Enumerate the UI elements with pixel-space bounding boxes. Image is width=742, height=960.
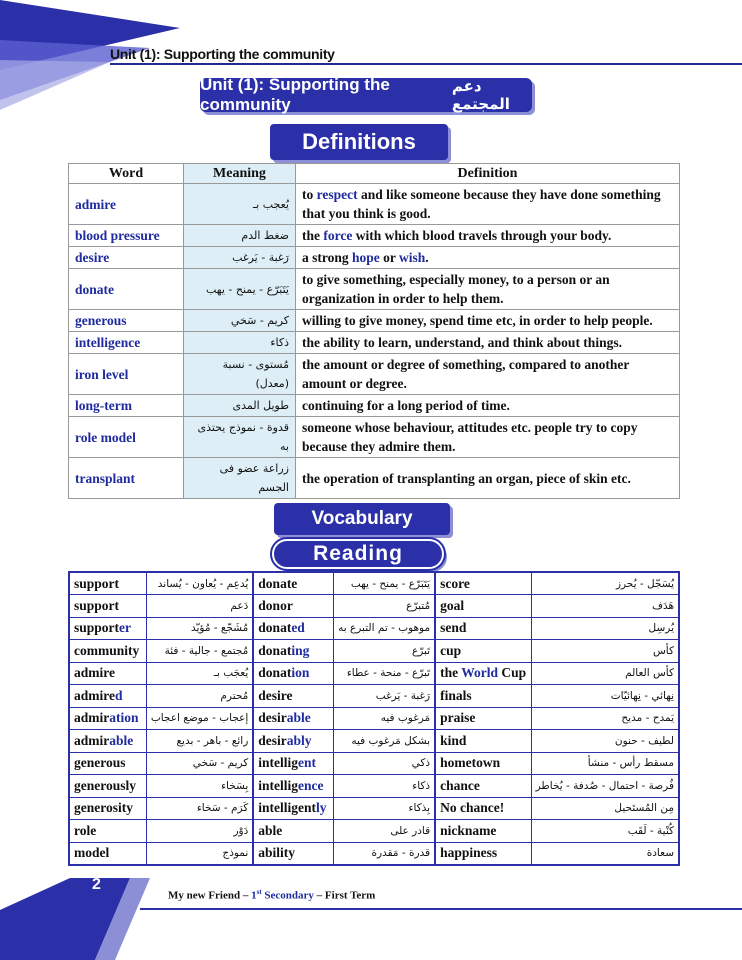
vocab-word	[253, 595, 333, 618]
footer-term: – First Term	[313, 889, 376, 902]
vocab-word	[69, 640, 146, 663]
vocab-word	[69, 572, 146, 595]
running-title: Unit (1): Supporting the community	[110, 46, 335, 62]
vocab-word	[253, 707, 333, 730]
vocab-word-suffix: able	[109, 732, 134, 748]
vocab-word	[69, 730, 146, 753]
vocab-word	[435, 752, 531, 775]
vocab-word	[253, 775, 333, 798]
vocab-word-base: donat	[258, 665, 292, 681]
footer-text	[168, 888, 375, 902]
definition-keyword: respect	[316, 187, 358, 202]
vocab-meaning: كُنْية - لَقَب	[531, 820, 679, 843]
vocab-word-base: goal	[440, 597, 465, 613]
footer-grade: Secondary	[261, 889, 314, 902]
definition-text	[296, 225, 680, 247]
vocab-word-suffix: ent	[298, 755, 317, 771]
vocab-word-base: the	[440, 665, 462, 681]
vocab-meaning: دَوْر	[146, 820, 253, 843]
vocab-meaning: يَتَبَرّع - يمنح - يهب	[333, 572, 435, 595]
vocab-meaning: رَغبة - يَرغب	[333, 685, 435, 708]
vocab-word-base: desir	[258, 710, 287, 726]
definition-row	[69, 184, 680, 225]
definition-row	[69, 458, 680, 499]
vocab-word	[435, 842, 531, 865]
vocab-word	[253, 752, 333, 775]
vocab-word-base: admire	[74, 665, 115, 681]
definition-fragment: the	[302, 228, 324, 243]
vocab-meaning: مَرغوب فيه	[333, 707, 435, 730]
definition-text	[296, 310, 680, 332]
footer-book: My new Friend –	[168, 889, 252, 902]
header-definition: Definition	[296, 164, 680, 184]
vocab-word	[435, 662, 531, 685]
definition-meaning: مُستوى - نسبة (معدل)	[184, 354, 296, 395]
vocab-meaning: مُشَجّع - مُؤيّد	[146, 617, 253, 640]
vocab-row	[69, 752, 679, 775]
definition-row	[69, 247, 680, 269]
vocab-word	[69, 752, 146, 775]
definition-meaning: زراعة عضو فى الجسم	[184, 458, 296, 499]
vocab-meaning: فُرصة - احتمال - صُدفة - يُخاطر	[531, 775, 679, 798]
vocab-meaning: قدرة - مَقدرة	[333, 842, 435, 865]
vocab-word	[69, 595, 146, 618]
vocab-meaning: ذكي	[333, 752, 435, 775]
definition-text	[296, 184, 680, 225]
vocab-meaning: مُجتمع - جالية - فئة	[146, 640, 253, 663]
definition-text	[296, 395, 680, 417]
vocab-word-base: finals	[440, 687, 472, 703]
vocab-meaning: دَعم	[146, 595, 253, 618]
vocabulary-heading: Vocabulary	[274, 503, 450, 535]
definition-meaning: طويل المدى	[184, 395, 296, 417]
vocab-word-suffix: er	[119, 620, 131, 636]
vocab-meaning: يَمدح - مديح	[531, 707, 679, 730]
definition-text	[296, 417, 680, 458]
unit-banner-english: Unit (1): Supporting the community	[200, 75, 390, 114]
vocab-word	[69, 775, 146, 798]
vocab-word	[435, 595, 531, 618]
vocab-meaning: موهوب - تم التبرع به	[333, 617, 435, 640]
definition-text	[296, 269, 680, 310]
reading-heading: Reading	[272, 539, 444, 569]
definition-meaning: ضغط الدم	[184, 225, 296, 247]
definition-text	[296, 354, 680, 395]
vocab-word-suffix: ably	[286, 732, 312, 748]
definition-text	[296, 247, 680, 269]
vocab-word-base: chance	[440, 777, 480, 793]
footer-decoration	[0, 870, 742, 960]
vocab-word	[69, 617, 146, 640]
vocab-meaning: لطيف - حنون	[531, 730, 679, 753]
definition-row	[69, 225, 680, 247]
vocab-row	[69, 572, 679, 595]
vocab-word	[435, 775, 531, 798]
vocab-word-base: donat	[258, 620, 292, 636]
vocab-word	[435, 730, 531, 753]
vocab-word-suffix: World	[461, 665, 499, 681]
vocab-word-base: donat	[258, 642, 292, 658]
vocab-meaning: قادر على	[333, 820, 435, 843]
vocab-word	[253, 640, 333, 663]
definition-word: intelligence	[69, 332, 184, 354]
vocab-word-suffix: ly	[316, 800, 327, 816]
definition-fragment: or	[379, 250, 400, 265]
vocab-word-suffix: ing	[291, 642, 310, 658]
vocab-word	[253, 662, 333, 685]
vocab-word-suffix: ion	[291, 665, 310, 681]
definition-row	[69, 395, 680, 417]
vocab-word	[253, 797, 333, 820]
vocab-word-base: admire	[74, 687, 115, 703]
vocab-word-suffix: able	[286, 710, 311, 726]
vocab-meaning: مسقط رأس - منشأ	[531, 752, 679, 775]
definitions-heading: Definitions	[270, 124, 448, 160]
vocab-word	[435, 685, 531, 708]
definition-row	[69, 332, 680, 354]
vocab-word-base: support	[74, 620, 120, 636]
vocab-word	[69, 685, 146, 708]
vocab-word-base: donor	[258, 597, 293, 613]
vocab-meaning: يُسَجّل - يُحرز	[531, 572, 679, 595]
vocab-word	[69, 842, 146, 865]
vocab-row	[69, 797, 679, 820]
vocab-word-base: kind	[440, 732, 467, 748]
vocab-word-base: support	[74, 575, 120, 591]
unit-banner-arabic: دعم المجتمع	[451, 77, 510, 113]
vocab-meaning: يُرسِل	[531, 617, 679, 640]
vocab-row	[69, 820, 679, 843]
vocab-word-base: generously	[74, 777, 137, 793]
vocab-word	[435, 640, 531, 663]
definitions-header-row	[69, 164, 680, 184]
definition-fragment: the ability to learn, understand, and think about things.	[302, 335, 622, 350]
vocab-word-base: intelligent	[258, 800, 317, 816]
definition-row	[69, 269, 680, 310]
definition-fragment: someone whose behaviour, attitudes etc. people try to copy because they admire them.	[302, 420, 638, 454]
vocab-word	[69, 820, 146, 843]
footer-grade-number: 1	[251, 889, 257, 902]
vocab-word	[435, 797, 531, 820]
vocab-meaning: بِسَخاء	[146, 775, 253, 798]
definition-meaning: ذكاء	[184, 332, 296, 354]
vocab-word-base: desir	[258, 732, 287, 748]
vocab-word-suffix: ence	[298, 777, 324, 793]
vocab-word-base: donate	[258, 575, 298, 591]
vocab-word-base: hometown	[440, 755, 501, 771]
definition-fragment: and like someone because they have done something that you think is good.	[302, 187, 661, 221]
vocab-word-tail: Cup	[498, 665, 527, 681]
unit-banner	[200, 75, 532, 114]
definition-word: desire	[69, 247, 184, 269]
vocab-word-base: community	[74, 642, 140, 658]
vocab-meaning: بشكل مَرغوب فيه	[333, 730, 435, 753]
vocabulary-table	[68, 571, 680, 866]
vocab-meaning: ذكاء	[333, 775, 435, 798]
vocab-word	[253, 820, 333, 843]
vocab-row	[69, 662, 679, 685]
vocab-word-base: generosity	[74, 800, 133, 816]
definition-word: iron level	[69, 354, 184, 395]
definition-word: generous	[69, 310, 184, 332]
definition-fragment: .	[425, 250, 429, 265]
vocab-row	[69, 730, 679, 753]
vocab-meaning: يُعجَب بـ	[146, 662, 253, 685]
vocab-row	[69, 595, 679, 618]
definition-row	[69, 354, 680, 395]
definition-row	[69, 417, 680, 458]
vocab-row	[69, 707, 679, 730]
definition-text	[296, 332, 680, 354]
definition-keyword: hope	[352, 250, 380, 265]
header-rule	[110, 63, 742, 65]
vocab-meaning: مُتبرّع	[333, 595, 435, 618]
footer-grade-suffix: st	[256, 888, 262, 896]
vocab-meaning: بِذكاء	[333, 797, 435, 820]
vocab-word	[253, 572, 333, 595]
vocab-row	[69, 640, 679, 663]
vocab-meaning: كريم - سَخي	[146, 752, 253, 775]
vocab-word-suffix: d	[115, 687, 123, 703]
definition-fragment: with which blood travels through your body.	[352, 228, 612, 243]
vocab-word	[253, 730, 333, 753]
header-meaning: Meaning	[184, 164, 296, 184]
vocab-word-base: generous	[74, 755, 126, 771]
vocab-word-base: intellig	[258, 755, 299, 771]
vocab-word-base: happiness	[440, 845, 498, 860]
vocab-meaning: كَرَم - سَخاء	[146, 797, 253, 820]
vocab-meaning: يُدعِم - يُعاون - يُساند	[146, 572, 253, 595]
vocab-word	[253, 617, 333, 640]
definition-word: donate	[69, 269, 184, 310]
definition-meaning: رَغبة - يَرغب	[184, 247, 296, 269]
definition-meaning: يُعجب بـ	[184, 184, 296, 225]
vocab-row	[69, 685, 679, 708]
vocab-word	[253, 842, 333, 865]
definition-row	[69, 310, 680, 332]
vocab-meaning: نِهائي - نِهائيّات	[531, 685, 679, 708]
vocab-meaning: سعادة	[531, 842, 679, 865]
vocab-word-base: No chance!	[440, 800, 505, 816]
vocab-word-base: able	[258, 822, 283, 838]
definition-word: blood pressure	[69, 225, 184, 247]
vocab-word-base: role	[74, 822, 97, 838]
definition-word: transplant	[69, 458, 184, 499]
definition-fragment: the operation of transplanting an organ, piece of skin etc.	[302, 470, 631, 486]
definition-meaning: كريم - سَخي	[184, 310, 296, 332]
vocab-meaning: رائع - باهر - بديع	[146, 730, 253, 753]
vocab-word-base: nickname	[440, 822, 497, 838]
vocab-meaning: كأس	[531, 640, 679, 663]
definition-meaning: يَتَبَرّع - يمنح - يهب	[184, 269, 296, 310]
vocab-word	[435, 820, 531, 843]
vocab-word	[435, 572, 531, 595]
definition-keyword: force	[323, 228, 353, 243]
vocab-meaning: مِن المُستَحيل	[531, 797, 679, 820]
vocab-meaning: مُحترم	[146, 685, 253, 708]
definition-fragment: willing to give money, spend time etc, in order to help people.	[302, 313, 653, 328]
definition-word: admire	[69, 184, 184, 225]
definition-fragment: to give something, especially money, to a person or an organization in order to help them.	[302, 272, 610, 306]
definitions-table	[68, 163, 680, 499]
vocab-word-base: ability	[258, 845, 296, 860]
definition-fragment: the amount or degree of something, compared to another amount or degree.	[302, 357, 630, 391]
vocab-word	[253, 685, 333, 708]
vocab-row	[69, 617, 679, 640]
vocab-word-base: admir	[74, 710, 110, 726]
vocab-word-base: model	[74, 845, 110, 860]
vocab-word-base: desire	[258, 687, 293, 703]
vocab-meaning: إعجاب - موضع اعجاب	[146, 707, 253, 730]
vocab-word	[69, 662, 146, 685]
definition-fragment: to	[302, 187, 317, 202]
definition-meaning: قدوة - نموذج يحتذى به	[184, 417, 296, 458]
vocab-word-base: praise	[440, 710, 476, 726]
definition-keyword: wish	[399, 250, 426, 265]
vocab-word	[69, 707, 146, 730]
vocab-meaning: تَبرّع	[333, 640, 435, 663]
definition-fragment: continuing for a long period of time.	[302, 398, 510, 413]
definition-word: role model	[69, 417, 184, 458]
vocab-word-base: cup	[440, 642, 462, 658]
definition-word: long-term	[69, 395, 184, 417]
header-word: Word	[69, 164, 184, 184]
vocab-row	[69, 775, 679, 798]
vocab-word	[69, 797, 146, 820]
vocab-word	[435, 617, 531, 640]
vocab-meaning: كأس العالم	[531, 662, 679, 685]
vocab-word	[435, 707, 531, 730]
vocab-word-suffix: ation	[109, 710, 139, 726]
vocab-meaning: تَبرّع - منحة - عطاء	[333, 662, 435, 685]
definition-fragment: a strong	[302, 250, 353, 265]
vocab-meaning: هَدَف	[531, 595, 679, 618]
vocab-word-base: intellig	[258, 777, 299, 793]
definition-text	[296, 458, 680, 499]
vocab-word-base: support	[74, 597, 120, 613]
vocab-meaning: نموذج	[146, 842, 253, 865]
vocab-word-base: admir	[74, 732, 110, 748]
vocab-word-suffix: ed	[291, 620, 305, 636]
vocab-row	[69, 842, 679, 865]
page-number: 2	[92, 876, 101, 893]
vocab-word-base: send	[440, 620, 467, 636]
vocab-word-base: score	[440, 575, 470, 591]
